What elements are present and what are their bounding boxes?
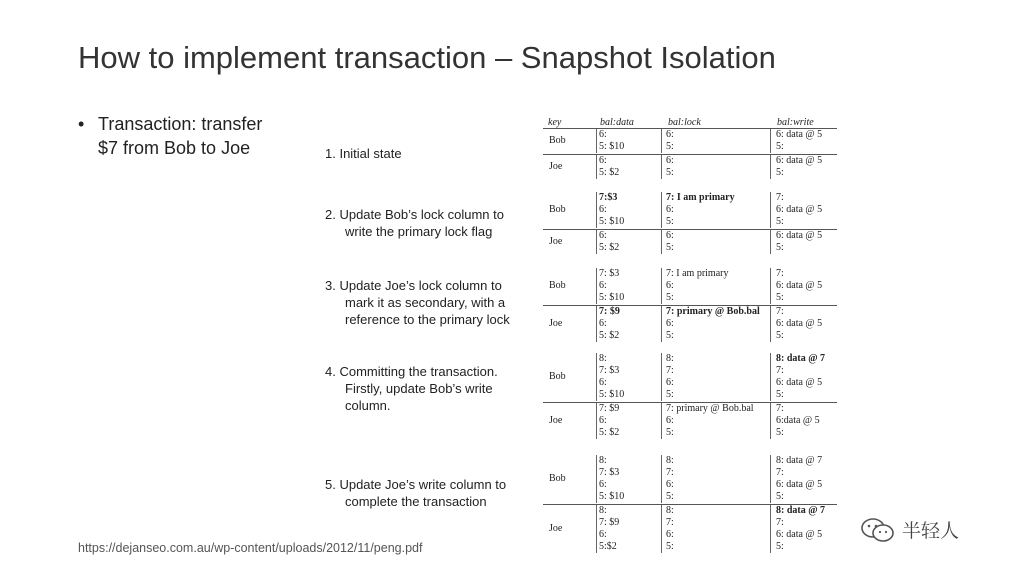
bullet-dot: • [78,114,85,134]
data-cell: 6: [599,204,607,215]
lock-cell: 6: [666,129,674,140]
write-cell: 7: [776,403,784,414]
bullet-point [78,112,262,160]
write-cell: 5: [776,141,784,152]
column-divider [596,403,597,439]
data-cell: 6: [599,529,607,540]
lock-cell: 5: [666,427,674,438]
write-cell: 7: [776,467,784,478]
lock-cell: 5: [666,242,674,253]
step-line: 4. Committing the transaction. [325,364,498,379]
data-cell: 7: $9 [599,517,620,528]
data-cell: 7: $3 [599,268,620,279]
lock-cell: 7: [666,467,674,478]
write-cell: 6: data @ 5 [776,129,823,140]
lock-cell: 7: primary @ Bob.bal [666,403,754,414]
column-divider [661,155,662,179]
data-cell: 5: $10 [599,389,625,400]
column-divider [661,129,662,153]
write-cell: 6: data @ 5 [776,529,823,540]
lock-cell: 8: [666,455,674,466]
column-divider [770,306,771,342]
lock-cell: 6: [666,415,674,426]
step-3 [325,277,535,328]
write-cell: 5: [776,330,784,341]
column-divider [661,192,662,228]
lock-cell: 5: [666,330,674,341]
column-divider [770,403,771,439]
data-cell: 8: [599,353,607,364]
step-1 [325,145,535,162]
data-cell: 7: $9 [599,403,620,414]
key-bob: Bob [549,371,566,382]
column-divider [770,455,771,503]
slide-title: How to implement transaction – Snapshot Isolation [78,40,776,75]
step-2 [325,206,535,240]
key-joe: Joe [549,415,563,426]
column-divider [596,306,597,342]
data-cell: 5: $10 [599,141,625,152]
lock-cell: 6: [666,377,674,388]
data-cell: 5: $10 [599,216,625,227]
column-divider [596,268,597,304]
step-line: 1. Initial state [325,146,402,161]
lock-cell: 6: [666,155,674,166]
write-cell: 7: [776,268,784,279]
lock-cell: 7: [666,517,674,528]
column-divider [661,353,662,401]
column-divider [770,129,771,153]
write-cell: 5: [776,491,784,502]
write-cell: 5: [776,216,784,227]
key-bob: Bob [549,280,566,291]
column-divider [661,268,662,304]
data-cell: 6: [599,155,607,166]
write-cell: 5: [776,389,784,400]
data-cell: 7: $3 [599,467,620,478]
data-cell: 8: [599,455,607,466]
column-divider [770,268,771,304]
write-cell: 6: data @ 5 [776,230,823,241]
column-divider [770,155,771,179]
lock-cell: 5: [666,292,674,303]
write-cell: 6: data @ 5 [776,479,823,490]
data-cell: 5: $10 [599,292,625,303]
step-line: mark it as secondary, with a [345,295,506,310]
column-divider [596,230,597,254]
key-bob: Bob [549,204,566,215]
data-cell: 7: $3 [599,365,620,376]
data-cell: 7: $9 [599,306,620,317]
key-joe: Joe [549,161,563,172]
write-cell: 5: [776,242,784,253]
lock-cell: 6: [666,529,674,540]
header-lock: bal:lock [668,117,701,128]
write-cell: 7: [776,306,784,317]
data-cell: 6: [599,479,607,490]
lock-cell: 7: I am primary [666,192,735,203]
header-data: bal:data [600,117,634,128]
header-key: key [548,117,562,128]
write-cell: 6: data @ 5 [776,204,823,215]
step-5 [325,476,535,510]
bullet-line-2: $7 from Bob to Joe [98,138,251,158]
lock-cell: 6: [666,479,674,490]
step-line: column. [345,398,391,413]
lock-cell: 7: [666,365,674,376]
data-cell: 6: [599,230,607,241]
write-cell: 6: data @ 5 [776,318,823,329]
write-cell: 5: [776,292,784,303]
step-line: 2. Update Bob’s lock column to [325,207,504,222]
data-cell: 5: $2 [599,427,620,438]
lock-cell: 5: [666,541,674,552]
step-line: 5. Update Joe’s write column to [325,477,507,492]
source-url: https://dejanseo.com.au/wp-content/uploads/2012/11/peng.pdf [78,541,423,555]
key-joe: Joe [549,523,563,534]
data-cell: 6: [599,415,607,426]
column-divider [596,155,597,179]
write-cell: 8: data @ 7 [776,455,823,466]
column-divider [661,403,662,439]
write-cell: 8: data @ 7 [776,505,826,516]
data-cell: 5: $10 [599,491,625,502]
data-cell: 5:$2 [599,541,617,552]
step-line: write the primary lock flag [345,224,493,239]
column-divider [596,353,597,401]
lock-cell: 6: [666,318,674,329]
write-cell: 6: data @ 5 [776,155,823,166]
data-cell: 5: $2 [599,330,620,341]
watermark-logo [860,516,959,543]
column-divider [770,505,771,553]
column-divider [661,306,662,342]
data-cell: 5: $2 [599,167,620,178]
column-divider [661,455,662,503]
watermark-text: 半轻人 [902,520,960,542]
lock-cell: 5: [666,491,674,502]
column-divider [596,455,597,503]
write-cell: 5: [776,167,784,178]
column-divider [596,505,597,553]
step-4 [325,363,535,414]
header-write: bal:write [777,117,814,128]
write-cell: 5: [776,427,784,438]
write-cell: 6: data @ 5 [776,280,823,291]
column-divider [661,230,662,254]
column-divider [770,353,771,401]
lock-cell: 8: [666,353,674,364]
lock-cell: 6: [666,280,674,291]
write-cell: 5: [776,541,784,552]
write-cell: 7: [776,517,784,528]
key-joe: Joe [549,236,563,247]
write-cell: 6: data @ 5 [776,377,823,388]
lock-cell: 5: [666,216,674,227]
lock-cell: 5: [666,141,674,152]
data-cell: 6: [599,318,607,329]
key-bob: Bob [549,135,566,146]
lock-cell: 5: [666,389,674,400]
data-cell: 6: [599,280,607,291]
step-line: 3. Update Joe’s lock column to [325,278,502,293]
step-line: complete the transaction [345,494,487,509]
key-joe: Joe [549,318,563,329]
lock-cell: 5: [666,167,674,178]
data-cell: 7:$3 [599,192,618,203]
wechat-icon [860,517,896,543]
write-cell: 6:data @ 5 [776,415,820,426]
column-divider [596,192,597,228]
data-cell: 8: [599,505,607,516]
column-divider [770,192,771,228]
write-cell: 8: data @ 7 [776,353,826,364]
column-divider [596,129,597,153]
data-cell: 5: $2 [599,242,620,253]
lock-cell: 8: [666,505,674,516]
step-line: reference to the primary lock [345,312,510,327]
lock-cell: 6: [666,230,674,241]
lock-cell: 7: primary @ Bob.bal [666,306,760,317]
data-cell: 6: [599,377,607,388]
key-bob: Bob [549,473,566,484]
lock-cell: 6: [666,204,674,215]
lock-cell: 7: I am primary [666,268,729,279]
step-line: Firstly, update Bob’s write [345,381,493,396]
column-divider [661,505,662,553]
data-cell: 6: [599,129,607,140]
bullet-line-1: Transaction: transfer [98,114,263,134]
write-cell: 7: [776,192,784,203]
column-divider [770,230,771,254]
write-cell: 7: [776,365,784,376]
